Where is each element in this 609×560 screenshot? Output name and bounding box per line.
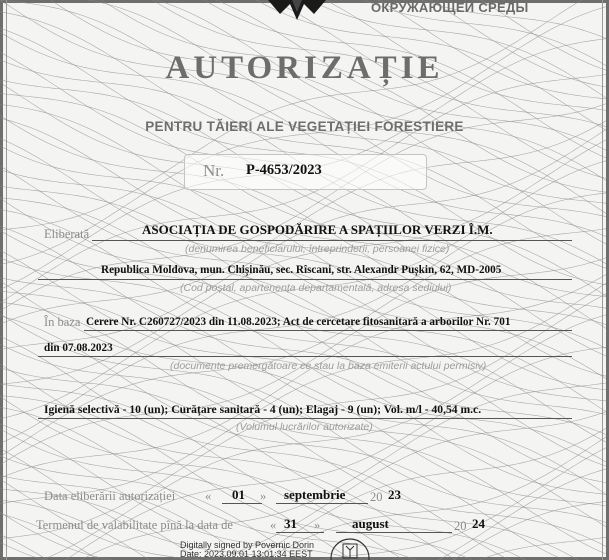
seal-stamp-icon [330,536,370,560]
issuer-name-fragment: ОКРУЖАЮЩЕЙ СРЕДЫ [371,0,529,15]
basis-label: În baza [44,315,81,329]
valid-day: 31 [284,516,297,531]
valid-day-underline [276,532,324,533]
issued-to-label: Eliberată [44,227,90,241]
guilloche-cross-line [0,0,606,230]
document-subtitle: PENTRU TĂIERI ALE VEGETAȚIEI FORESTIERE [145,119,464,134]
address-hint: (Cod poștal, apartenența departamentală, adresa sediului) [180,282,452,294]
basis-underline-2 [38,356,572,357]
beneficiary-address: Republica Moldova, mun. Chișinău, sec. Rîscani, str. Alexandr Pușkin, 62, MD-2005 [101,264,502,276]
basis-documents-line2: din 07.08.2023 [44,342,113,354]
valid-year-prefix: 20 [454,519,467,533]
works-underline [38,418,572,419]
issue-year-prefix: 20 [370,490,383,504]
works-hint: (Volumul lucrărilor autorizate) [236,421,373,433]
valid-day-close-quote: » [314,518,321,532]
document-title: AUTORIZAȚIE [165,50,444,86]
guilloche-cross-line [0,412,606,560]
basis-documents-line1: Cerere Nr. C260727/2023 din 11.08.2023; Act de cercetare fitosanitară a arborilor Nr. 701 [86,316,511,328]
digital-signature-date: Date: 2023.09.01 13:01:34 EEST [180,549,313,559]
guilloche-wave-line [0,344,606,546]
issue-day-close-quote: » [260,489,267,503]
issue-date-label: Data eliberării autorizației [44,489,176,503]
issue-year-suffix: 23 [388,487,401,502]
valid-month-underline [336,532,452,533]
state-emblem-icon [262,0,332,22]
basis-hint: (documente premergătoare ce stau la baza emiterii actului permisiv) [170,360,487,372]
beneficiary-hint: (denumirea beneficiarului, întreprinderii, persoanei fizice) [185,243,450,255]
valid-day-open-quote: « [270,518,277,532]
valid-month: august [352,516,389,531]
digital-signature-line1: Digitally signed by Povernic Dorin [180,540,315,550]
valid-year-suffix: 24 [472,516,485,531]
basis-underline-1 [84,330,572,331]
issue-day-underline [222,503,262,504]
number-label: Nr. [203,161,225,180]
guilloche-cross-line [0,275,606,479]
beneficiary-name: ASOCIAȚIA DE GOSPODĂRIRE A SPAȚIILOR VERZI Î.M. [142,222,493,237]
issue-month-underline [276,503,368,504]
validity-label: Termenul de valabilitate pînă la data de [36,518,233,532]
authorized-works: Igienă selectivă - 10 (un); Curățare sanitară - 4 (un); Elagaj - 9 (un); Vol. m/l - 40,54 m.c. [44,403,482,416]
issue-month: septembrie [284,487,346,502]
beneficiary-underline [92,240,572,241]
guilloche-wave-line [0,0,606,178]
issue-day: 01 [232,487,245,502]
issue-day-open-quote: « [205,489,212,503]
authorization-number: P-4653/2023 [246,162,322,178]
address-underline [38,279,572,280]
